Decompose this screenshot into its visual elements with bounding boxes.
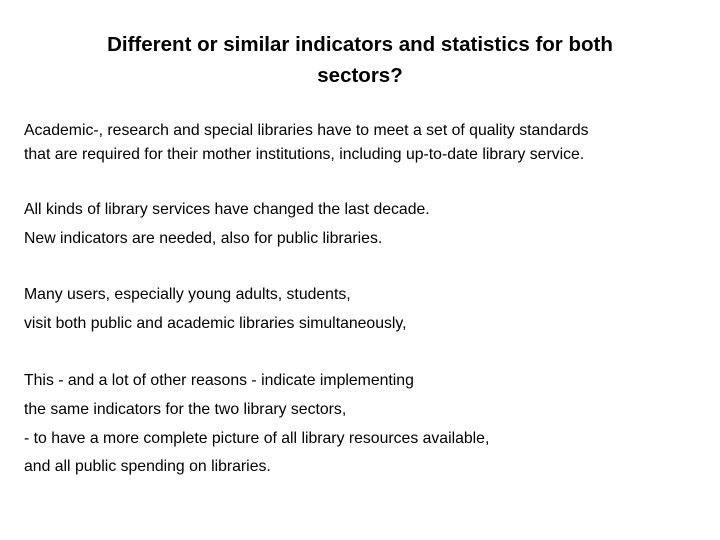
paragraph-4-line-2: the same indicators for the two library sectors, — [24, 401, 347, 418]
paragraph-4-line-3: - to have a more complete picture of all library resources available, — [24, 430, 490, 447]
slide-title — [20, 29, 700, 91]
paragraph-3-line-1: Many users, especially young adults, students, — [24, 286, 351, 303]
paragraph-2-line-2: New indicators are needed, also for public libraries. — [24, 230, 383, 247]
paragraph-3-line-2: visit both public and academic libraries simultaneously, — [24, 315, 407, 332]
paragraph-4-line-1: This - and a lot of other reasons - indicate implementing — [24, 372, 414, 389]
paragraph-4-line-4: and all public spending on libraries. — [24, 458, 271, 475]
paragraph-1-line-2: that are required for their mother institutions, including up-to-date library service. — [24, 146, 585, 163]
slide-title-line-1: Different or similar indicators and statistics for both — [107, 33, 613, 56]
slide-title-line-2: sectors? — [317, 64, 403, 87]
paragraph-2-line-1: All kinds of library services have changed the last decade. — [24, 201, 430, 218]
paragraph-1-line-1: Academic-, research and special libraries have to meet a set of quality standards — [24, 122, 589, 139]
